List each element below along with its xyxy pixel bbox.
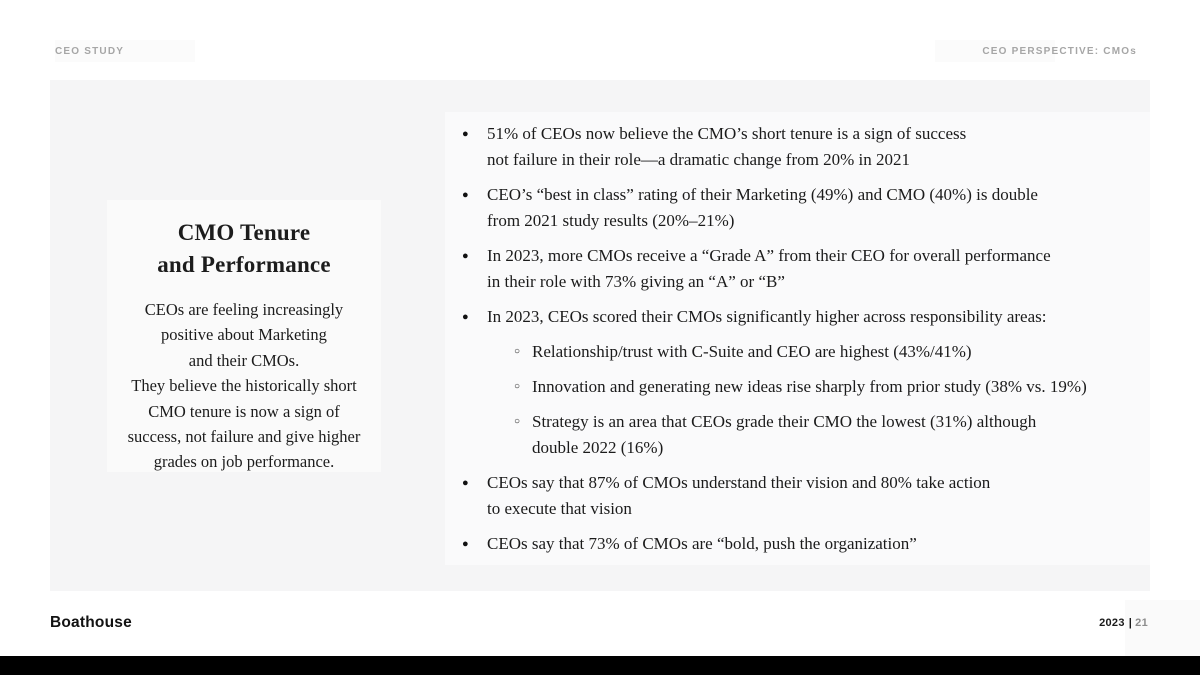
bullet-list [445, 112, 1150, 557]
bullet-line: Strategy is an area that CEOs grade their CMO the lowest (31%) although [532, 412, 1037, 431]
footer-year: 2023 [1099, 617, 1125, 629]
bullet-text [532, 339, 972, 365]
header-left-label: CEO STUDY [55, 46, 125, 57]
footer-page-info [1099, 617, 1148, 629]
bullet-text [487, 304, 1046, 330]
summary-line: They believe the historically short [131, 376, 357, 396]
summary-text [108, 297, 380, 475]
bullet-line: to execute that vision [487, 499, 632, 518]
bottom-bar [0, 656, 1200, 675]
summary-line: CEOs are feeling increasingly [144, 300, 344, 319]
footer-brand-logo: Boathouse [50, 614, 132, 631]
bullet-text [487, 243, 1051, 295]
bullet-icon: ● [462, 477, 469, 489]
bullet-text [487, 182, 1038, 234]
bullet-line: CEO’s “best in class” rating of their Marketing (49%) and CMO (40%) is double [487, 185, 1038, 204]
page-title-line: and Performance [157, 252, 331, 277]
bullet-text [487, 470, 990, 522]
footer-separator: | [1128, 617, 1133, 629]
bullet-line: CEOs say that 87% of CMOs understand their vision and 80% take action [487, 473, 991, 492]
bullet-item [445, 182, 1136, 234]
bullet-item [445, 243, 1136, 295]
bullet-line: not failure in their role—a dramatic change from 20% in 2021 [487, 150, 910, 169]
sub-bullet-item [445, 339, 1136, 365]
bullet-text [487, 531, 917, 557]
sub-bullet-icon: ○ [514, 416, 521, 427]
bullet-line: 51% of CEOs now believe the CMO’s short tenure is a sign of success [487, 124, 967, 143]
sub-bullet-item [445, 374, 1136, 400]
sub-bullet-item [445, 409, 1136, 461]
bullet-icon: ● [462, 250, 469, 262]
bullet-icon: ● [462, 128, 469, 140]
bullet-item [445, 304, 1136, 330]
bullet-icon: ● [462, 538, 469, 550]
slide-panel [50, 80, 1150, 591]
bullet-icon: ● [462, 311, 469, 323]
summary-box [107, 200, 381, 472]
summary-line: and their CMOs. [188, 350, 300, 370]
summary-line: positive about Marketing [161, 325, 327, 345]
bullet-text [532, 374, 1087, 400]
bullet-line: in their role with 73% giving an “A” or “B” [487, 272, 785, 291]
summary-line: grades on job performance. [153, 452, 335, 472]
bullet-item [445, 470, 1136, 522]
bullet-item [445, 531, 1136, 557]
sub-bullet-icon: ○ [514, 381, 521, 392]
footer-page-number: 21 [1135, 617, 1148, 629]
bullet-item [445, 121, 1136, 173]
page-title-line: CMO Tenure [177, 220, 311, 245]
bullet-line: Innovation and generating new ideas rise sharply from prior study (38% vs. 19%) [532, 377, 1087, 396]
bullet-text [532, 409, 1036, 461]
bullet-icon: ● [462, 189, 469, 201]
bullet-line: double 2022 (16%) [532, 438, 664, 457]
summary-line: CMO tenure is now a sign of [148, 401, 340, 421]
bullet-line: In 2023, CEOs scored their CMOs significantly higher across responsibility areas: [487, 307, 1047, 326]
sub-bullet-icon: ○ [514, 346, 521, 357]
bullet-line: from 2021 study results (20%–21%) [487, 211, 735, 230]
page-title [108, 217, 380, 281]
header-right-label: CEO PERSPECTIVE: CMOs [982, 46, 1137, 57]
bullet-line: Relationship/trust with C-Suite and CEO are highest (43%/41%) [532, 342, 972, 361]
findings-box [445, 112, 1150, 565]
bullet-text [487, 121, 966, 173]
bullet-line: In 2023, more CMOs receive a “Grade A” from their CEO for overall performance [487, 246, 1051, 265]
summary-line: success, not failure and give higher [127, 427, 361, 447]
bullet-line: CEOs say that 73% of CMOs are “bold, push the organization” [487, 534, 917, 553]
